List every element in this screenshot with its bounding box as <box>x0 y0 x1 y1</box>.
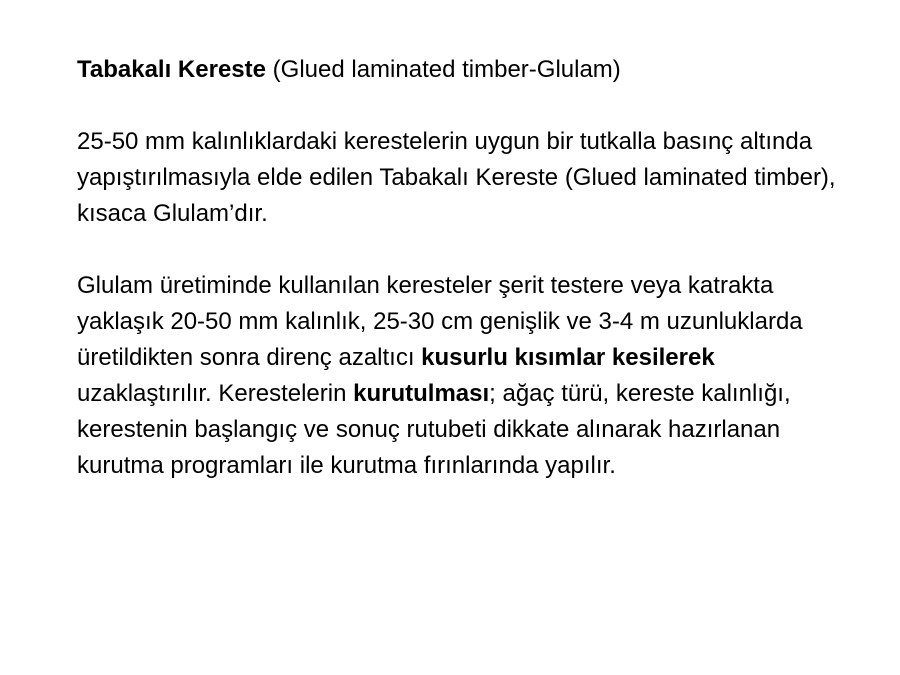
production-bold-2: kurutulması <box>353 380 490 407</box>
spacer <box>77 232 837 268</box>
production-text-1: Glulam üretiminde kullanılan keresteler şerit testere veya katrakta yaklaşık 20-50 mm kalınlık, 25-30 cm genişlik ve 3-4 m uzunluklarda üretildikten sonra direnç azaltıcı <box>77 272 803 371</box>
paragraph-definition: 25-50 mm kalınlıklardaki kerestelerin uygun bir tutkalla basınç altında yapıştırılmasıyla elde edilen Tabakalı Kereste (Glued laminated timber), kısaca Glulam’dır. <box>77 128 836 227</box>
spacer <box>77 88 837 124</box>
production-text-2: uzaklaştırılır. Kerestelerin <box>77 380 354 407</box>
slide-title <box>77 52 837 88</box>
slide-content <box>77 52 837 484</box>
paragraph-production <box>77 268 837 484</box>
production-bold-1: kusurlu kısımlar kesilerek <box>421 344 715 371</box>
title-rest: (Glued laminated timber-Glulam) <box>266 56 621 83</box>
title-bold: Tabakalı Kereste <box>77 56 266 83</box>
production-text-3: ; ağaç türü, kereste kalınlığı, kerestenin başlangıç ve sonuç rutubeti dikkate alınarak hazırlanan kurutma programları ile kurutma fırınlarında yapılır. <box>77 380 791 479</box>
